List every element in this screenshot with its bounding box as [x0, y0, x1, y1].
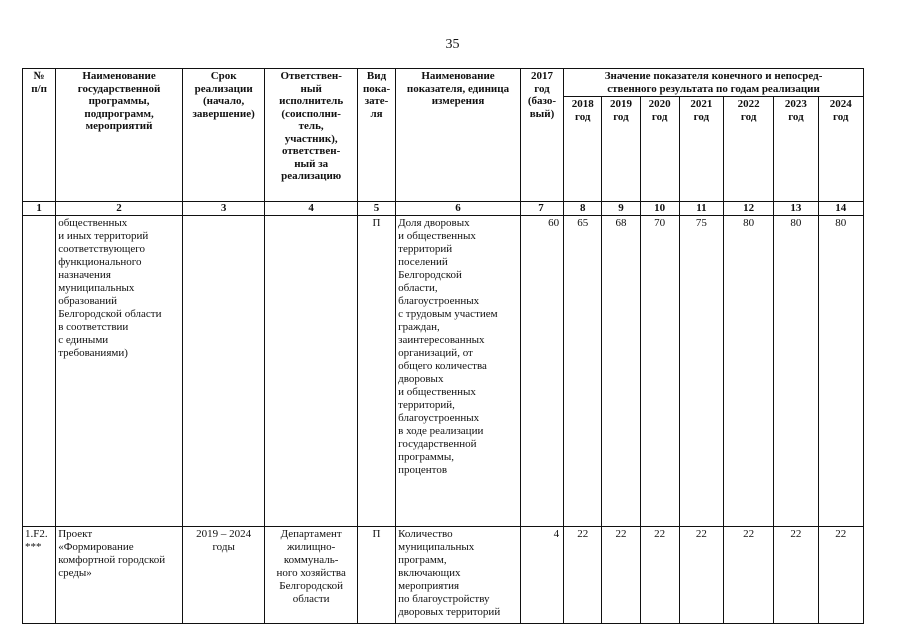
column-number: 11 [679, 202, 723, 216]
header-indicator-type: Вид пока- зате- ля [357, 69, 395, 202]
value-2024: 80 [818, 216, 863, 527]
header-program-name: Наименование государственной программы, подпрограмм, мероприятий [56, 69, 183, 202]
column-number: 3 [182, 202, 264, 216]
program-name: Проект «Формирование комфортной городской среды» [56, 527, 183, 624]
value-2019: 22 [602, 527, 640, 624]
header-year-2024: 2024 год [818, 97, 863, 202]
header-indicator-name: Наименование показателя, единица измерения [396, 69, 521, 202]
table-row [23, 216, 864, 527]
program-name: общественных и иных территорий соответствующего функционального назначения муниципальных образований Белгородской области в соответствии с едиными требованиями) [56, 216, 183, 527]
value-2020: 70 [640, 216, 679, 527]
row-number [23, 216, 56, 527]
column-number: 4 [265, 202, 358, 216]
indicator-name: Доля дворовых и общественных территорий поселений Белгородской области, благоустроенных с трудовым участием граждан, заинтересованных организаций, от общего количества дворовых и общественных территорий, благоустроенных в ходе реализации государственной программы, процентов [396, 216, 521, 527]
value-2023: 22 [774, 527, 818, 624]
indicator-name: Количество муниципальных программ, включающих мероприятия по благоустройству дворовых территорий [396, 527, 521, 624]
value-2018: 22 [564, 527, 602, 624]
responsible: Департамент жилищно- коммуналь- ного хозяйства Белгородской области [265, 527, 358, 624]
header-year-2022: 2022 год [724, 97, 774, 202]
column-number: 9 [602, 202, 640, 216]
header-year-2021: 2021 год [679, 97, 723, 202]
indicator-type: П [357, 527, 395, 624]
header-values-group: Значение показателя конечного и непосред- ственного результата по годам реализации [564, 69, 864, 97]
page-number: 35 [445, 37, 460, 52]
column-number: 13 [774, 202, 818, 216]
column-number: 8 [564, 202, 602, 216]
column-number: 2 [56, 202, 183, 216]
column-number-row [23, 202, 864, 216]
header-responsible: Ответствен- ный исполнитель (соисполни- тель, участник), ответствен- ный за реализацию [265, 69, 358, 202]
header-year-2023: 2023 год [774, 97, 818, 202]
value-2021: 75 [679, 216, 723, 527]
header-base-year: 2017 год (базо- вый) [520, 69, 563, 202]
value-2018: 65 [564, 216, 602, 527]
value-2021: 22 [679, 527, 723, 624]
row-number: 1.F2. *** [23, 527, 56, 624]
column-number: 6 [396, 202, 521, 216]
column-number: 12 [724, 202, 774, 216]
header-row-1 [23, 69, 864, 97]
program-table [22, 68, 864, 624]
base-value: 4 [520, 527, 563, 624]
column-number: 7 [520, 202, 563, 216]
header-number: № п/п [23, 69, 56, 202]
period [182, 216, 264, 527]
responsible [265, 216, 358, 527]
column-number: 10 [640, 202, 679, 216]
period: 2019 – 2024 годы [182, 527, 264, 624]
column-number: 1 [23, 202, 56, 216]
header-year-2020: 2020 год [640, 97, 679, 202]
value-2020: 22 [640, 527, 679, 624]
value-2019: 68 [602, 216, 640, 527]
header-period: Срок реализации (начало, завершение) [182, 69, 264, 202]
value-2024: 22 [818, 527, 863, 624]
header-year-2018: 2018 год [564, 97, 602, 202]
value-2022: 80 [724, 216, 774, 527]
indicator-type: П [357, 216, 395, 527]
value-2023: 80 [774, 216, 818, 527]
table-row [23, 527, 864, 624]
value-2022: 22 [724, 527, 774, 624]
column-number: 5 [357, 202, 395, 216]
column-number: 14 [818, 202, 863, 216]
header-year-2019: 2019 год [602, 97, 640, 202]
base-value: 60 [520, 216, 563, 527]
